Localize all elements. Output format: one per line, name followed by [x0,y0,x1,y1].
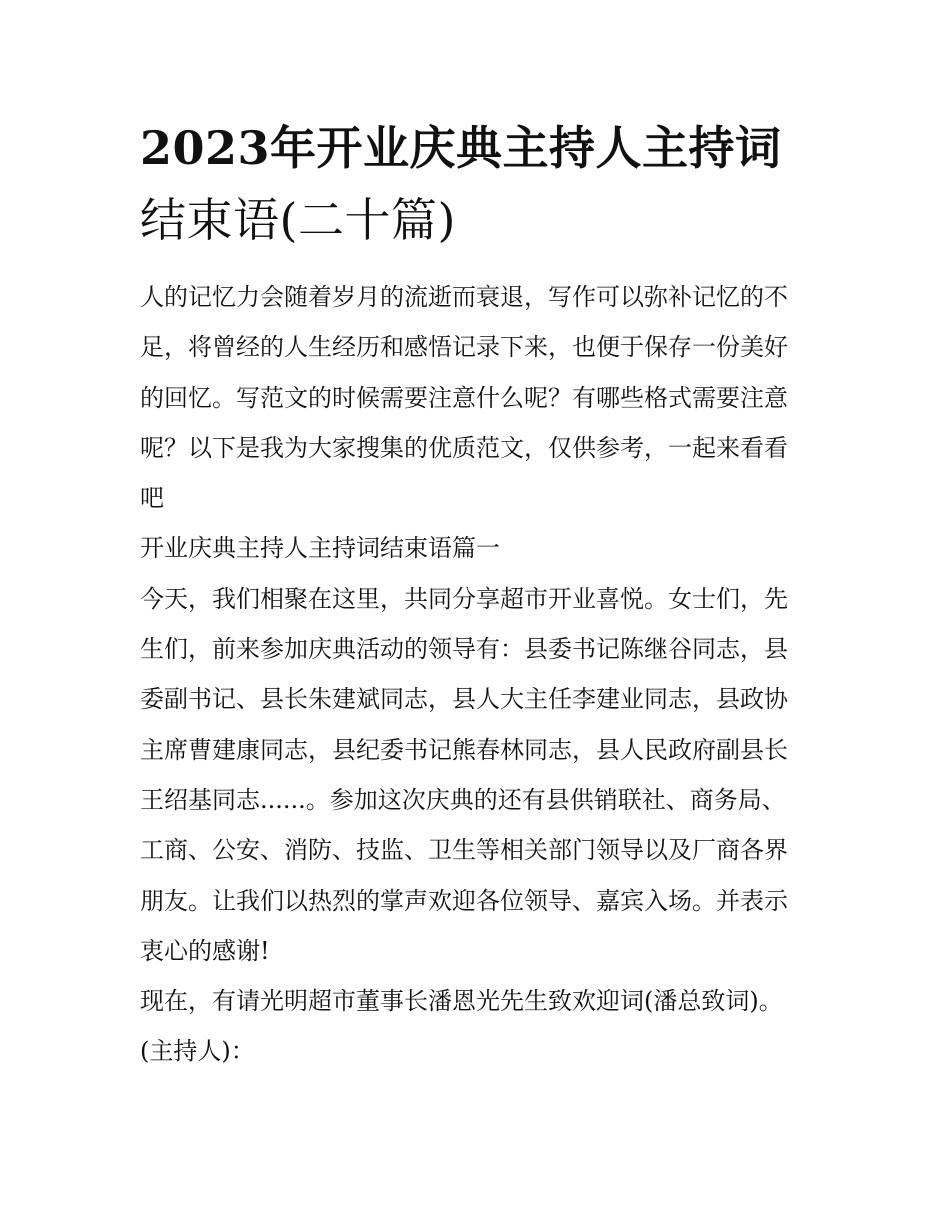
document-title [140,112,810,256]
text-line: 王绍基同志......。参加这次庆典的还有县供销联社、商务局、 [140,785,786,814]
text-line: 呢？以下是我为大家搜集的优质范文，仅供参考，一起来看看 [140,433,788,462]
text-line: 衷心的感谢! [140,936,270,965]
text-line: 委副书记、县长朱建斌同志，县人大主任李建业同志，县政协 [140,685,788,714]
text-line: 开业庆典主持人主持词结束语篇一 [140,534,500,563]
text-line: 生们，前来参加庆典活动的领导有：县委书记陈继谷同志，县 [140,635,788,664]
body-paragraph [140,1026,812,1076]
text-line: 朋友。让我们以热烈的掌声欢迎各位领导、嘉宾入场。并表示 [140,886,788,915]
body-paragraph [140,574,812,976]
section-heading [140,523,812,573]
intro-paragraph [140,272,812,523]
title-line: 2023年开业庆典主持人主持词 [140,121,782,175]
text-line: (主持人)： [140,1037,255,1066]
body-paragraph [140,976,812,1026]
text-line: 今天，我们相聚在这里，共同分享超市开业喜悦。女士们，先 [140,584,788,613]
text-line: 现在，有请光明超市董事长潘恩光先生致欢迎词(潘总致词)。 [140,987,783,1016]
text-line: 主席曹建康同志，县纪委书记熊春林同志，县人民政府副县长 [140,735,788,764]
document-body [140,272,812,1077]
text-line: 足，将曾经的人生经历和感悟记录下来，也便于保存一份美好 [140,333,788,362]
title-line: 结束语(二十篇) [140,193,456,247]
text-line: 工商、公安、消防、技监、卫生等相关部门领导以及厂商各界 [140,836,788,865]
text-line: 吧 [140,484,164,513]
text-line: 的回忆。写范文的时候需要注意什么呢？有哪些格式需要注意 [140,383,788,412]
text-line: 人的记忆力会随着岁月的流逝而衰退，写作可以弥补记忆的不 [140,283,788,311]
